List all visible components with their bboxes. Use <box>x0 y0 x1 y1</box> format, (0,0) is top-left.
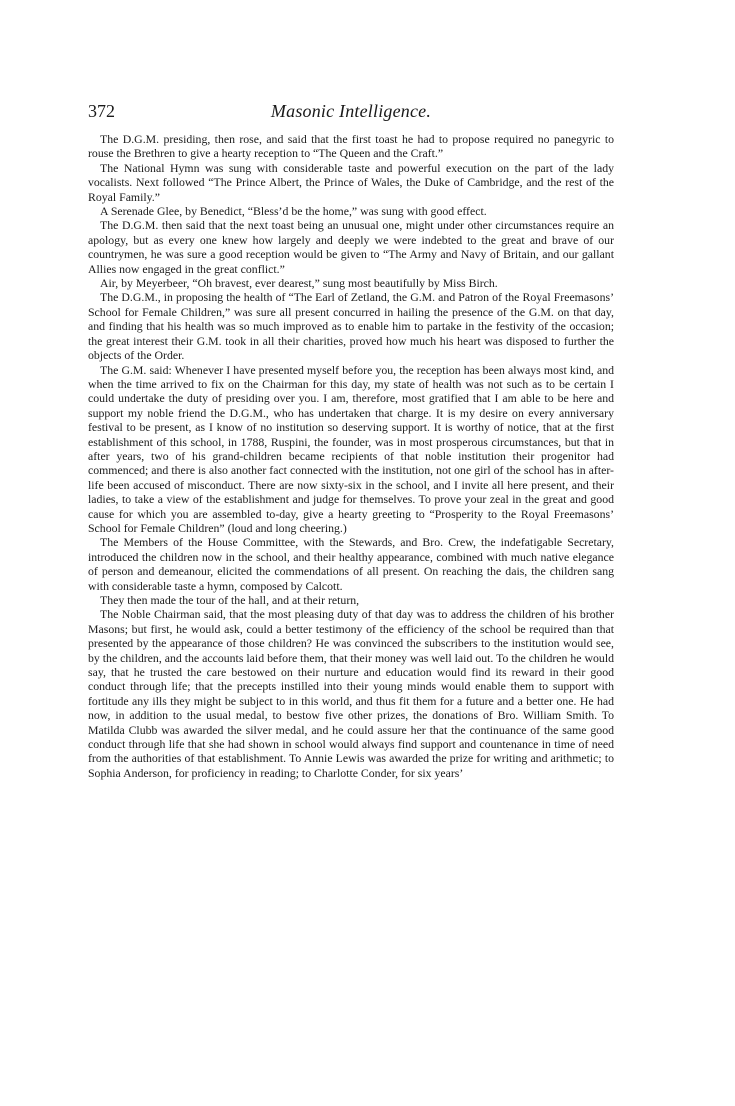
paragraph-toast-queen: The D.G.M. presiding, then rose, and said that the first toast he had to propose required no panegyric to rouse the Brethren to give a hearty reception to “The Queen and the Craft.” <box>88 132 614 161</box>
running-title: Masonic Intelligence. <box>270 101 432 121</box>
page-header <box>88 100 614 124</box>
paragraph-army-navy-toast: The D.G.M. then said that the next toast being an unusual one, might under other circumstances require an apology, but as every one knew how largely and deeply we were indebted to the great and brave of our countrymen, he was sure a good reception would be given to “The Army and Navy of Britain, and our gallant Allies now engaged in the great conflict.” <box>88 218 614 276</box>
paragraph-serenade-glee: A Serenade Glee, by Benedict, “Bless’d be the home,” was sung with good effect. <box>100 204 487 219</box>
paragraph-house-committee: The Members of the House Committee, with the Stewards, and Bro. Crew, the indefatigable Secretary, introduced the children now in the school, and their healthy appearance, combined with much native elegance of person and demeanour, elicited the commendations of all present. On reaching the dais, the children sang with considerable taste a hymn, composed by Calcott. <box>88 535 614 593</box>
paragraph-noble-chairman: The Noble Chairman said, that the most pleasing duty of that day was to address the children of his brother Masons; but first, he would ask, could a better testimony of the efficiency of the school be required than that presented by the appearance of those children? He was convinced the subscribers to the institution would see, by the children, and the accounts laid before them, that their money was well laid out. To the children he would say, that he trusted the care bestowed on their nurture and education would find its reward in their good conduct through life; that the precepts instilled into their young minds would enable them to support with fortitude any ills they might be subject to in this world, and thus fit them for a future and a better one. He had now, in addition to the usual medal, to bestow five other prizes, the donations of Bro. William Smith. To Matilda Clubb was awarded the silver medal, and he could assure her that the continuance of the same good conduct through life that she had shown in school would always find support and countenance in time of need from the authorities of that establishment. To Annie Lewis was awarded the prize for writing and arithmetic; to Sophia Anderson, for proficiency in reading; to Charlotte Conder, for six years’ <box>88 607 614 780</box>
paragraph-national-hymn: The National Hymn was sung with considerable taste and powerful execution on the part of the lady vocalists. Next followed “The Prince Albert, the Prince of Wales, the Duke of Cambridge, and the rest of the Royal Family.” <box>88 160 614 204</box>
paragraph-tour-of-hall: They then made the tour of the hall, and at their return, <box>100 593 360 607</box>
body-text <box>88 132 614 780</box>
paragraph-meyerbeer-air: Air, by Meyerbeer, “Oh bravest, ever dearest,” sung most beautifully by Miss Birch. <box>100 276 498 291</box>
paragraph-earl-of-zetland: The D.G.M., in proposing the health of “The Earl of Zetland, the G.M. and Patron of the Royal Freemasons’ School for Female Children,” was sure all present concurred in hailing the presence of the G.M. on that day, and finding that his health was so much improved as to enable him to partake in the festivity of the occasion; the great interest their G.M. took in all their charities, proved how much his heart was disposed to further the objects of the Order. <box>88 290 614 363</box>
paragraph-gm-speech: The G.M. said: Whenever I have presented myself before you, the reception has been always most kind, and when the time arrived to fix on the Chairman for this day, my state of health was not such as to be certain I could undertake the duty of presiding over you. I am, therefore, most gratified that I am able to be here and support my noble friend the D.G.M., who has undertaken that charge. It is my desire on every anniversary festival to be present, as I know of no institution so deserving support. It is worthy of notice, that at the first establishment of this school, in 1788, Ruspini, the founder, was in most prosperous circumstances, but that in after years, two of his grand-children became recipients of that noble institution their progenitor had commenced; and there is also another fact connected with the institution, not one girl of the school has in after-life been accused of misconduct. There are now sixty-six in the school, and I invite all here present, and their ladies, to take a view of the establishment and judge for themselves. To prove your zeal in the great and good cause for which you are assembled to-day, give a hearty greeting to “Prosperity to the Royal Freemasons’ School for Female Children” (loud and long cheering.) <box>88 362 614 535</box>
page-number: 372 <box>88 101 115 121</box>
